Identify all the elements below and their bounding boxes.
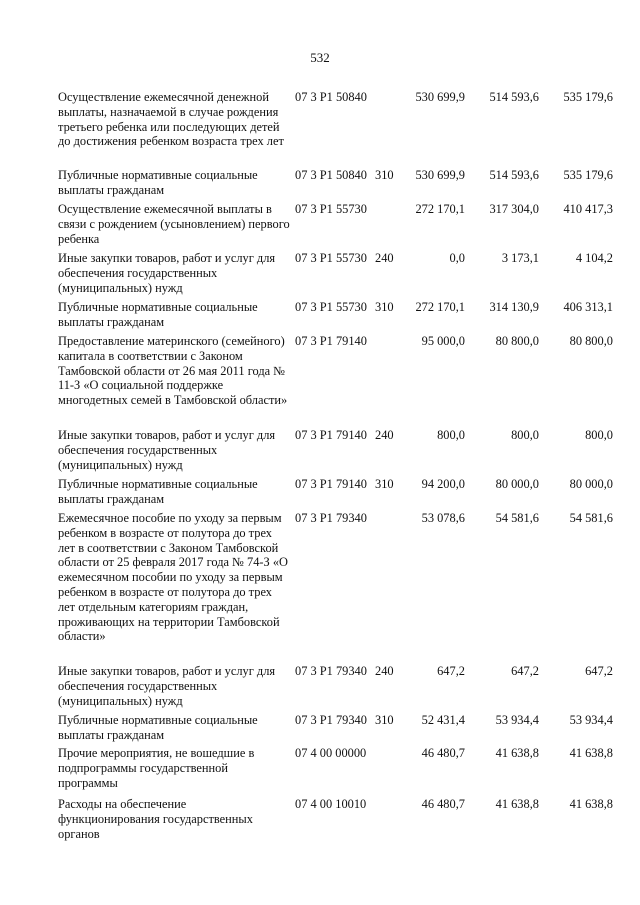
row-value-3: 535 179,6 <box>563 90 613 104</box>
row-description: Расходы на обеспечение функционирования государственных органов <box>58 797 253 841</box>
row-expense-type: 310 <box>375 300 394 314</box>
row-code: 07 3 P1 50840 <box>295 168 367 182</box>
row-value-3: 53 934,4 <box>569 713 613 727</box>
row-value-3: 41 638,8 <box>569 797 613 811</box>
row-value-3: 4 104,2 <box>575 251 613 265</box>
row-value-2: 80 000,0 <box>495 477 539 491</box>
row-value-1: 0,0 <box>449 251 465 265</box>
row-expense-type: 240 <box>375 428 394 442</box>
row-code: 07 3 P1 55730 <box>295 202 367 216</box>
row-value-3: 80 000,0 <box>569 477 613 491</box>
row-code: 07 3 P1 79340 <box>295 664 367 678</box>
row-code: 07 3 P1 79140 <box>295 477 367 491</box>
row-value-1: 272 170,1 <box>415 300 465 314</box>
row-code: 07 3 P1 79340 <box>295 713 367 727</box>
row-code: 07 3 P1 55730 <box>295 251 367 265</box>
row-value-2: 314 130,9 <box>489 300 539 314</box>
row-value-3: 535 179,6 <box>563 168 613 182</box>
row-code: 07 4 00 10010 <box>295 797 367 811</box>
row-description: Прочие мероприятия, не вошедшие в подпрограммы государственной программы <box>58 746 255 790</box>
row-value-2: 54 581,6 <box>495 511 539 525</box>
row-value-3: 41 638,8 <box>569 746 613 760</box>
row-value-2: 647,2 <box>511 664 539 678</box>
row-value-1: 94 200,0 <box>421 477 465 491</box>
row-value-1: 800,0 <box>437 428 465 442</box>
row-value-3: 80 800,0 <box>569 334 613 348</box>
row-value-2: 41 638,8 <box>495 797 539 811</box>
row-description: Публичные нормативные социальные выплаты гражданам <box>58 168 258 197</box>
row-value-3: 410 417,3 <box>563 202 613 216</box>
row-description: Публичные нормативные социальные выплаты гражданам <box>58 300 258 329</box>
row-code: 07 4 00 00000 <box>295 746 367 760</box>
row-value-1: 95 000,0 <box>421 334 465 348</box>
row-description: Иные закупки товаров, работ и услуг для обеспечения государственных (муниципальных) нужд <box>58 428 276 472</box>
row-value-2: 317 304,0 <box>489 202 539 216</box>
row-description: Осуществление ежемесячной денежной выплаты, назначаемой в случае рождения третьего ребенка или последующих детей до достижения ребенком возраста трех лет <box>58 90 284 149</box>
row-value-1: 530 699,9 <box>415 90 465 104</box>
row-description: Публичные нормативные социальные выплаты гражданам <box>58 713 258 742</box>
row-value-1: 53 078,6 <box>421 511 465 525</box>
row-description: Предоставление материнского (семейного) капитала в соответствии с Законом Тамбовской области от 26 мая 2011 года № 11-З «О социальной поддержке многодетных семей в Тамбовской области» <box>58 334 288 408</box>
row-value-2: 514 593,6 <box>489 90 539 104</box>
row-value-3: 54 581,6 <box>569 511 613 525</box>
row-value-1: 647,2 <box>437 664 465 678</box>
row-expense-type: 310 <box>375 168 394 182</box>
row-code: 07 3 P1 50840 <box>295 90 367 104</box>
row-value-2: 41 638,8 <box>495 746 539 760</box>
row-value-1: 272 170,1 <box>415 202 465 216</box>
row-value-1: 46 480,7 <box>421 797 465 811</box>
row-expense-type: 240 <box>375 251 394 265</box>
row-expense-type: 310 <box>375 477 394 491</box>
row-value-2: 800,0 <box>511 428 539 442</box>
row-expense-type: 240 <box>375 664 394 678</box>
page-number: 532 <box>310 50 330 65</box>
row-value-3: 800,0 <box>585 428 613 442</box>
row-value-2: 80 800,0 <box>495 334 539 348</box>
row-value-2: 3 173,1 <box>501 251 539 265</box>
row-description: Иные закупки товаров, работ и услуг для обеспечения государственных (муниципальных) нужд <box>58 664 276 708</box>
row-value-1: 46 480,7 <box>421 746 465 760</box>
row-value-3: 406 313,1 <box>563 300 613 314</box>
row-value-1: 530 699,9 <box>415 168 465 182</box>
row-description: Ежемесячное пособие по уходу за первым ребенком в возрасте от полутора до трех лет в соответствии с Законом Тамбовской области от 25 февраля 2017 года № 74-З «О ежемесячном пособии по уходу за первым ребенком в возрасте от полутора до трех лет отдельным категориям граждан, проживающих на территории Тамбовской области» <box>58 511 288 644</box>
row-value-2: 53 934,4 <box>495 713 539 727</box>
row-description: Публичные нормативные социальные выплаты гражданам <box>58 477 258 506</box>
row-expense-type: 310 <box>375 713 394 727</box>
row-code: 07 3 P1 79140 <box>295 334 367 348</box>
row-value-1: 52 431,4 <box>421 713 465 727</box>
row-code: 07 3 P1 55730 <box>295 300 367 314</box>
row-code: 07 3 P1 79140 <box>295 428 367 442</box>
row-value-2: 514 593,6 <box>489 168 539 182</box>
row-value-3: 647,2 <box>585 664 613 678</box>
row-code: 07 3 P1 79340 <box>295 511 367 525</box>
row-description: Иные закупки товаров, работ и услуг для обеспечения государственных (муниципальных) нужд <box>58 251 276 295</box>
row-description: Осуществление ежемесячной выплаты в связи с рождением (усыновлением) первого ребенка <box>58 202 290 246</box>
